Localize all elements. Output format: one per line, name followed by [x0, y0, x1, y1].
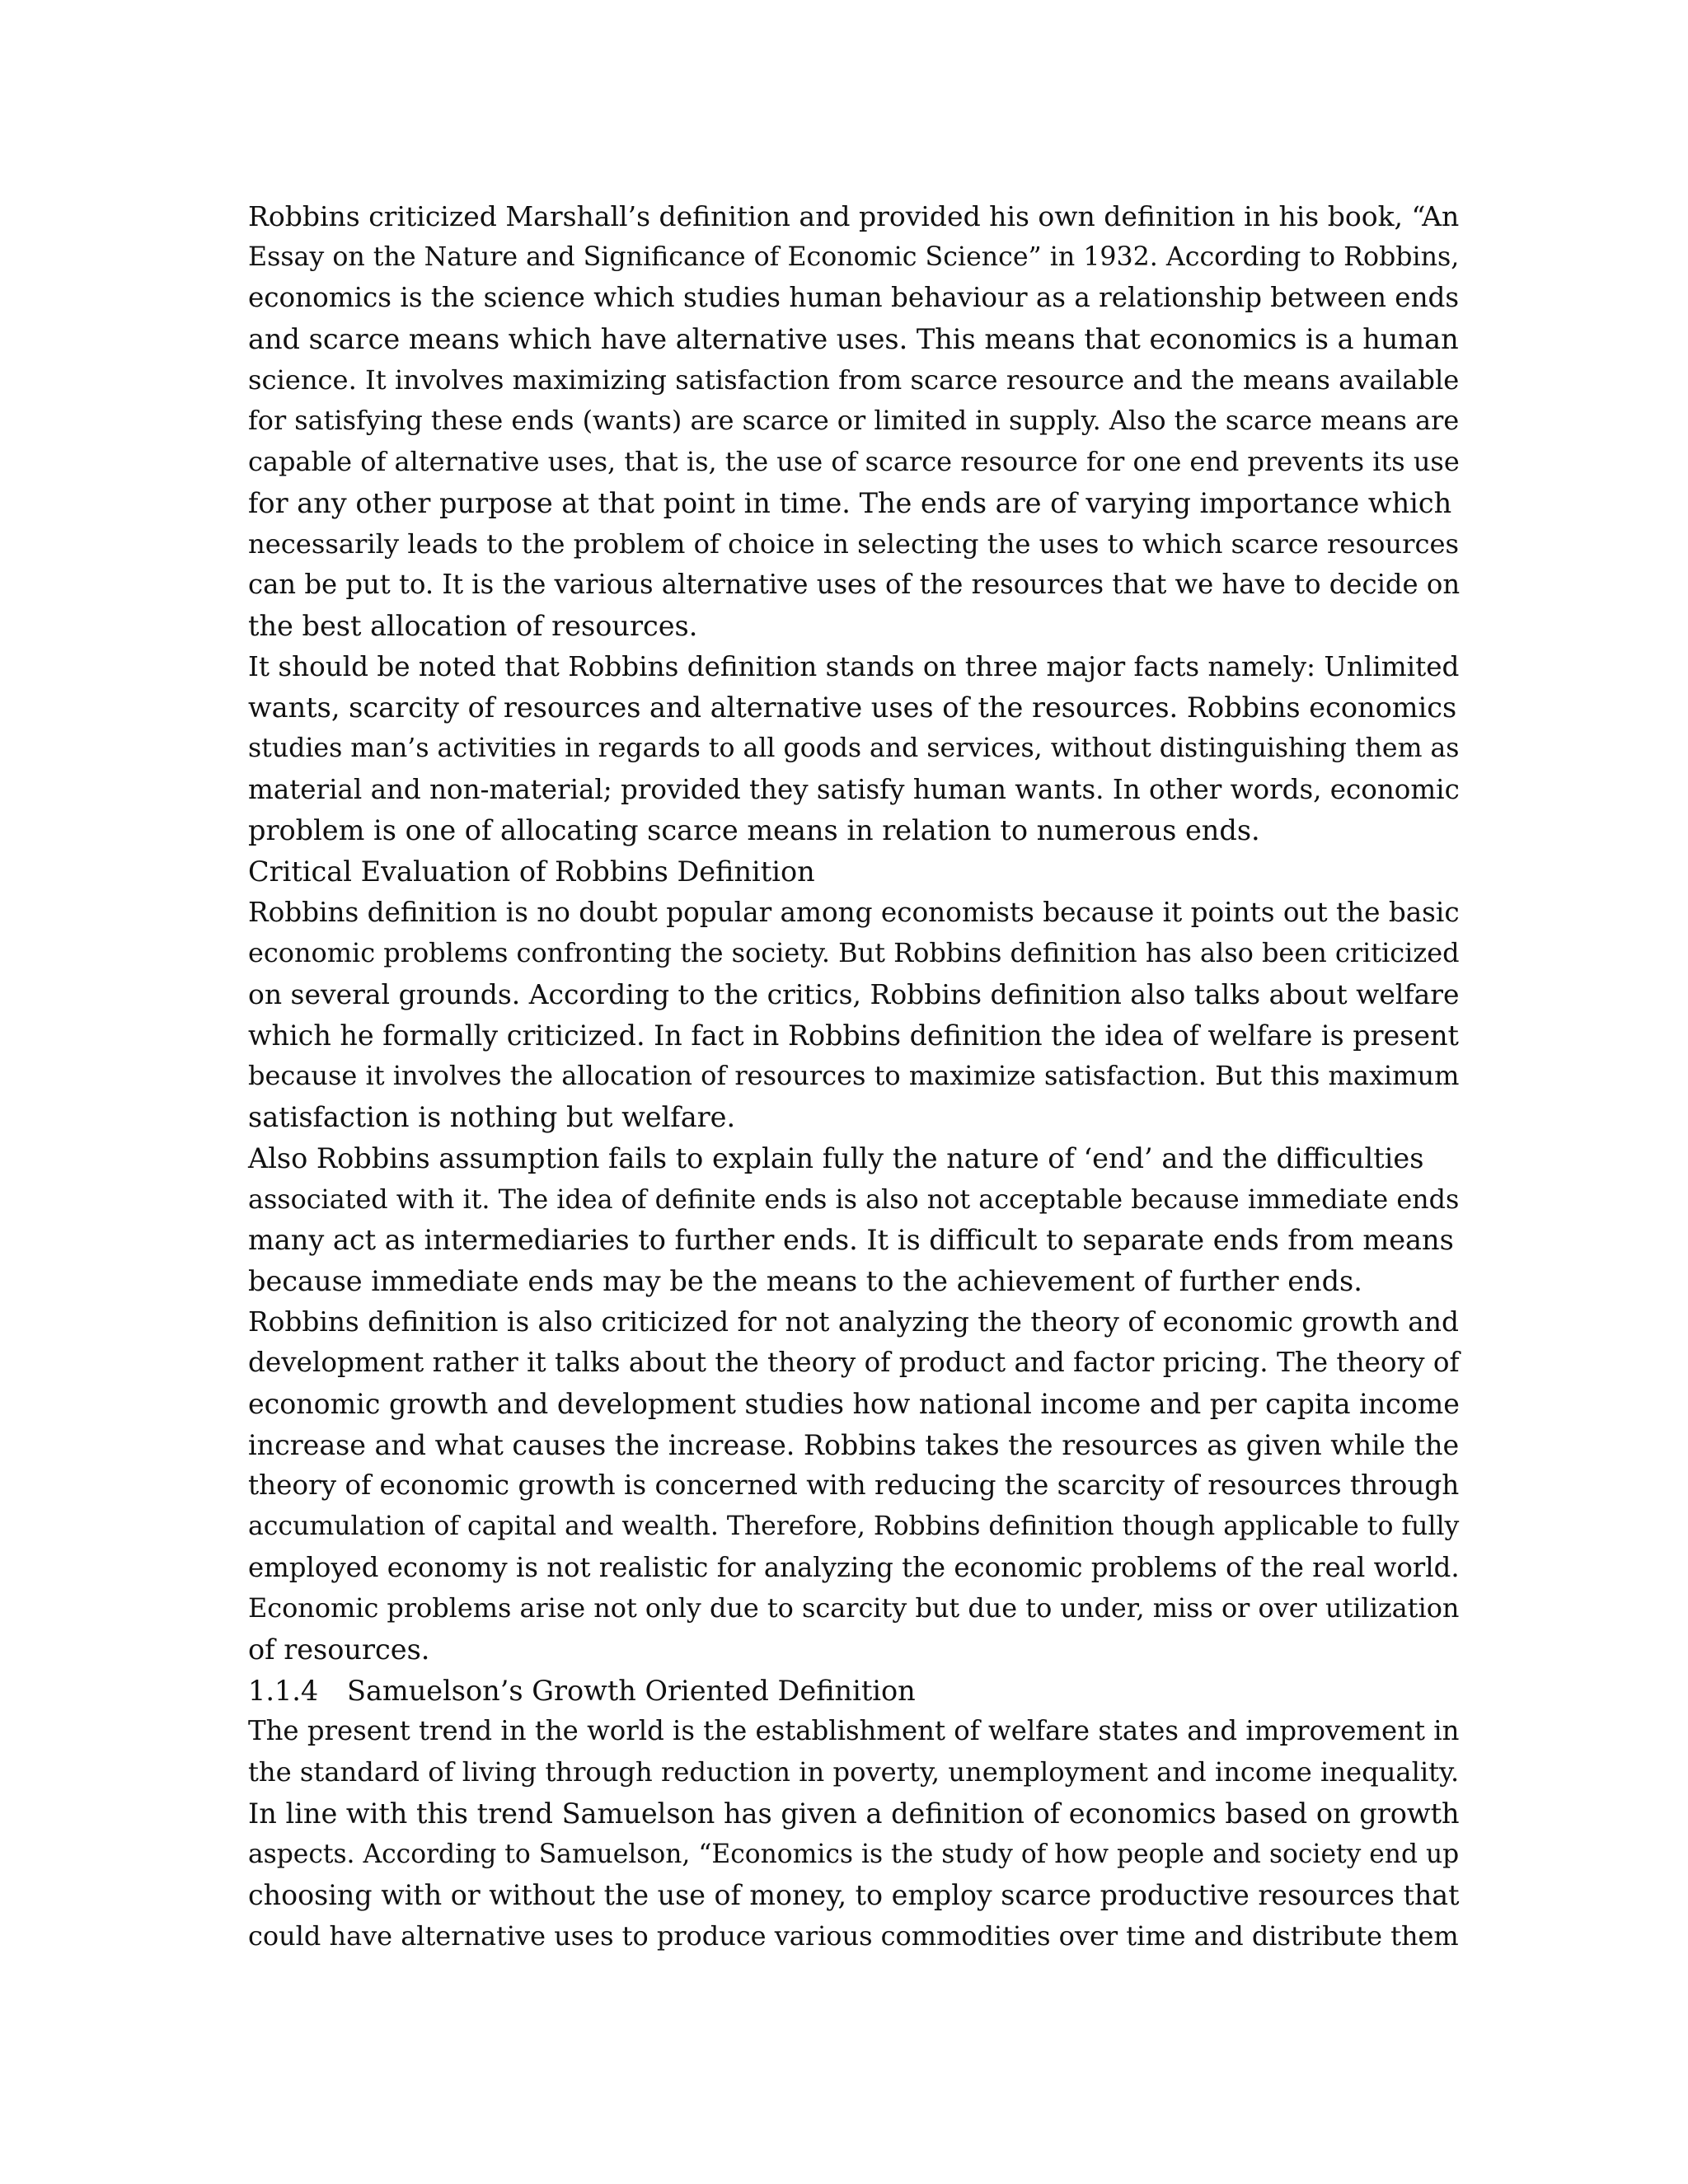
- text-line: Robbins definition is also criticized for not analyzing the theory of economic growth and: [248, 1305, 1459, 1338]
- text-line: aspects. According to Samuelson, “Economics is the study of how people and society end up: [248, 1839, 1460, 1869]
- text-line: satisfaction is nothing but welfare.: [248, 1101, 736, 1134]
- paragraph: [248, 647, 1460, 851]
- text-line: economics is the science which studies human behaviour as a relationship between ends: [248, 282, 1460, 314]
- text-line: accumulation of capital and wealth. Therefore, Robbins definition though applicable to fully: [248, 1511, 1460, 1541]
- paragraph: [248, 1302, 1460, 1671]
- text-line: Robbins criticized Marshall’s definition and provided his own definition in his book, “An: [248, 200, 1460, 232]
- text-line: In line with this trend Samuelson has given a definition of economics based on growth: [248, 1797, 1460, 1830]
- text-line: Also Robbins assumption fails to explain fully the nature of ‘end’ and the difficulties: [248, 1141, 1424, 1174]
- text-line: It should be noted that Robbins definition stands on three major facts namely: Unlimited: [248, 650, 1460, 682]
- text-line: because it involves the allocation of resources to maximize satisfaction. But this maximum: [248, 1060, 1460, 1092]
- paragraph: [248, 1138, 1460, 1302]
- text-line: for satisfying these ends (wants) are scarce or limited in supply. Also the scarce means are: [248, 405, 1460, 437]
- paragraph: [248, 196, 1460, 647]
- document-page: [248, 196, 1460, 1957]
- text-line: Essay on the Nature and Significance of Economic Science” in 1932. According to Robbins,: [248, 241, 1460, 272]
- text-line: many act as intermediaries to further ends. It is difficult to separate ends from means: [248, 1224, 1454, 1257]
- section-heading: [248, 1671, 1460, 1712]
- text-line: increase and what causes the increase. Robbins takes the resources as given while the: [248, 1428, 1460, 1461]
- text-line: capable of alternative uses, that is, the use of scarce resource for one end prevents its use: [248, 446, 1460, 478]
- text-line: Economic problems arise not only due to scarcity but due to under, miss or over utilization: [248, 1592, 1460, 1624]
- text-line: The present trend in the world is the establishment of welfare states and improvement in: [248, 1715, 1460, 1747]
- text-line: and scarce means which have alternative uses. This means that economics is a human: [248, 323, 1459, 356]
- text-line: economic growth and development studies how national income and per capita income: [248, 1387, 1460, 1420]
- text-line: can be put to. It is the various alternative uses of the resources that we have to decide on: [248, 569, 1461, 601]
- text-line: studies man’s activities in regards to all goods and services, without distinguishing them as: [248, 733, 1460, 763]
- text-line: wants, scarcity of resources and alternative uses of the resources. Robbins economics: [248, 691, 1457, 724]
- text-line: Robbins definition is no doubt popular among economists because it points out the basic: [248, 896, 1460, 928]
- text-line: which he formally criticized. In fact in Robbins definition the idea of welfare is present: [248, 1019, 1459, 1052]
- text-line: choosing with or without the use of money, to employ scarce productive resources that: [248, 1879, 1460, 1912]
- text-line: theory of economic growth is concerned with reducing the scarcity of resources through: [248, 1469, 1460, 1502]
- section-number: 1.1.4: [248, 1674, 319, 1707]
- text-line: science. It involves maximizing satisfaction from scarce resource and the means available: [248, 363, 1460, 396]
- text-line: necessarily leads to the problem of choice in selecting the uses to which scarce resources: [248, 527, 1460, 560]
- text-line: the standard of living through reduction in poverty, unemployment and income inequality.: [248, 1756, 1460, 1788]
- text-line: because immediate ends may be the means to the achievement of further ends.: [248, 1264, 1362, 1297]
- section-heading: [248, 851, 1460, 893]
- section-title: Samuelson’s Growth Oriented Definition: [347, 1674, 916, 1707]
- text-line: associated with it. The idea of definite ends is also not acceptable because immediate ends: [248, 1183, 1460, 1215]
- text-line: development rather it talks about the theory of product and factor pricing. The theory of: [248, 1347, 1460, 1379]
- section-title: Critical Evaluation of Robbins Definition: [248, 855, 815, 888]
- text-line: employed economy is not realistic for analyzing the economic problems of the real world.: [248, 1551, 1460, 1583]
- text-line: problem is one of allocating scarce means in relation to numerous ends.: [248, 814, 1260, 847]
- text-line: for any other purpose at that point in time. The ends are of varying importance which: [248, 486, 1452, 519]
- text-line: could have alternative uses to produce various commodities over time and distribute them: [248, 1919, 1459, 1952]
- text-line: material and non-material; provided they satisfy human wants. In other words, economic: [248, 773, 1460, 805]
- text-line: the best allocation of resources.: [248, 609, 698, 642]
- text-line: of resources.: [248, 1633, 430, 1666]
- text-line: on several grounds. According to the critics, Robbins definition also talks about welfare: [248, 978, 1460, 1011]
- text-line: economic problems confronting the society. But Robbins definition has also been criticized: [248, 937, 1460, 969]
- paragraph: [248, 1711, 1460, 1957]
- paragraph: [248, 893, 1460, 1138]
